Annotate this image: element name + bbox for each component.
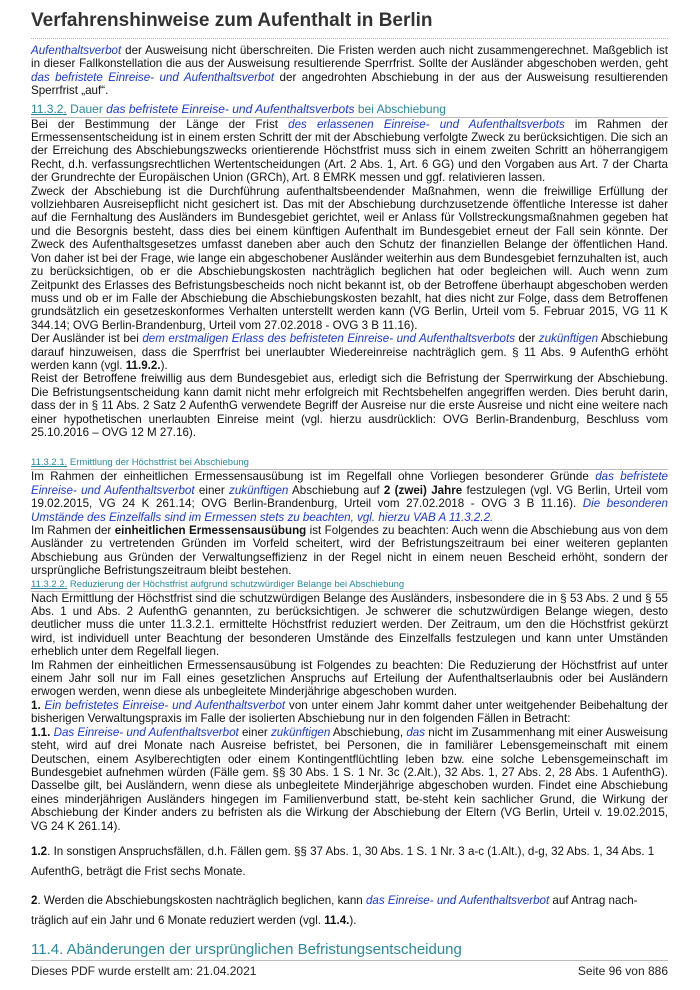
paragraph-text: festzulegen (vgl. VG Berlin, Urteil vom 19.02.2015, VG 24 K 261.14; OVG Berlin-Brandenburg, Urteil vom 27.02.2018 - OVG 3 B 11.16).: [31, 483, 668, 511]
paragraph-text: ist Folgendes zu beachten: Auch wenn die Abschiebung aus von dem Ausländer zu vertretenden Gründen im Vorfeld scheitert, wird der Befristungszeitraum bei einer weiteren geplanten Abschiebung aus Gründen der Verwaltungseffizienz in der Regel nicht in einem neuen Bescheid erhöht, sondern der ursprüngliche Befristungszeitraum bleibt bestehen.: [31, 524, 668, 578]
paragraph-text: . Werden die Abschiebungskosten nachträglich beglichen, kann: [37, 893, 366, 907]
list-number: 2: [31, 893, 38, 907]
paragraph-emphasis: das befristete Einreise- und Aufenthaltsverbot: [31, 470, 668, 497]
paragraph-text: Im Rahmen der einheitlichen Ermessensausübung ist im Regelfall ohne Vorliegen besonderer Gründe: [31, 470, 596, 484]
paragraph-text: einer: [238, 725, 271, 739]
paragraph: Zweck der Abschiebung ist die Durchführung aufenthaltsbeendender Maßnahmen, wenn die freiwillige Erfüllung der vollziehbaren Ausreisepflicht nicht gesichert ist. Das mit der Abschiebung durchzusetzende öffentliche Interesse ist daher auf die Fernhaltung des Ausländers im Bundesgebiet gerichtet, weil er Anlass für Vollstreckungsmaßnahmen gegeben hat und die Besorgnis besteht, dass dies bei einem künftigen Aufenthalt im Bundesgebiet erneut der Fall sein könnte. Der Zweck des Aufenthaltsgesetzes umfasst daneben aber auch den Schutz der finanziellen Belange der öffentlichen Hand. Von daher ist bei der Frage, wie lange ein abgeschobener Ausländer weiterhin aus dem Bundesgebiet fernzuhalten ist, auch zu berücksichtigen, ob er die Abschiebungskosten nachträglich beglichen hat oder begleichen will. Auch wenn zum Zeitpunkt des Erlasses des Befristungsbescheids noch nicht bekannt ist, ob der Betroffene überhaupt abgeschoben werden muss und ob er im Falle der Abschiebung die Abschiebungskosten bezahlt, hat dies nicht zur Folge, dass dem Betroffenen grundsätzlich ein gesetzeskonformes Verhalten unterstellt werden kann (VG Berlin, Urteil vom 5. Februar 2015, VG 11 K 344.14; OVG Berlin-Brandenburg, Urteil vom 27.02.2018 - OVG 3 B 11.16).: [31, 184, 668, 332]
section-heading-text: Ermittlung der Höchstfrist bei Abschiebung: [67, 457, 249, 469]
paragraph: [31, 726, 668, 833]
page-title: Verfahrenshinweise zum Aufenthalt in Berlin: [31, 10, 433, 31]
intro-emphasis-2: das befristete Einreise- und Aufenthaltsverbot: [31, 70, 275, 84]
list-number: 1.2: [31, 844, 48, 858]
intro-emphasis-1: Aufenthaltsverbot: [31, 44, 122, 57]
paragraph: Im Rahmen der einheitlichen Ermessensausübung ist Folgendes zu beachten: Die Reduzierung der Höchstfrist auf unter einem Jahr soll nur im Fall eines gesetzlichen Anspruchs auf Erteilung der Aufenthaltserlaubnis oder bei Ausländern erwogen werden, wenn diese als unbegleitete Minderjährige abgeschoben wurden.: [31, 658, 668, 699]
paragraph: [31, 470, 668, 524]
paragraph-text: im Rahmen der Ermessensentscheidung ist in einem ersten Schritt der mit der Abschiebung verfolgte Zweck zu berücksichtigen. Die sich an der Erreichung des Abschiebungszwecks orientierende Höchstfrist muss sich in einem zweiten Schritt an höherrangigem Recht, d.h. verfassungsrechtlichen Wertentscheidungen (Art. 2 Abs. 1, Art. 6 GG) und den Vorgaben aus Art. 7 der Charta der Grundrechte der Europäischen Union (GRCh), Art. 8 EMRK messen und ggf. relativieren lassen.: [31, 117, 668, 185]
section-number-link[interactable]: 11.3.2.1.: [31, 457, 68, 469]
paragraph: Nach Ermittlung der Höchstfrist sind die schutzwürdigen Belange des Ausländers, insbesondere die in § 53 Abs. 2 und § 55 Abs. 1 und Abs. 2 AufenthG genannten, zu berücksichtigen. Je schwerer die schutzwürdigen Belange wiegen, desto deutlicher muss die unter 11.3.2.1. ermittelte Höchstfrist reduziert werden. Der Zeitraum, um den die Höchstfrist gekürzt wird, ist individuell unter Beachtung der besonderen Umstände des Einzelfalls festzulegen und kann unter Umständen erheblich unter dem Regelfall liegen.: [31, 591, 668, 659]
paragraph: [31, 118, 668, 185]
section-heading-text: Dauer: [66, 101, 107, 116]
paragraph-text: der: [515, 332, 539, 346]
paragraph-bold: 2 (zwei) Jahre: [383, 483, 463, 497]
paragraph-emphasis: das: [406, 725, 426, 739]
paragraph-text: Bei der Bestimmung der Länge der Frist: [31, 117, 289, 131]
paragraph-emphasis: dem erstmaligen Erlass des befristeten Einreise- und Aufenthaltsverbots: [142, 332, 516, 346]
paragraph-text: ).: [349, 913, 357, 927]
paragraph-text: . In sonstigen Anspruchsfällen, d.h. Fällen gem. §§ 37 Abs. 1, 30 Abs. 1 S. 1 Nr. 3 a-c (1.Alt.), d-g, 32 Abs. 1, 34 Abs. 1 AufenthG, beträgt die Frist sechs Monate.: [31, 844, 655, 878]
paragraph-text: von unter einem Jahr kommt daher unter weitgehender Beibehaltung der bisherigen Verwaltungspraxis im Falle der isolierten Abschiebung nur in den folgenden Fällen in Betracht:: [31, 698, 668, 726]
section-heading-11-4: 11.4. Abänderungen der ursprünglichen Befristungsentscheidung: [31, 940, 462, 958]
paragraph: [31, 699, 668, 726]
section-divider: [31, 960, 668, 961]
section-heading-11-3-2: [31, 102, 668, 117]
section-number-link[interactable]: 11.3.2.2.: [31, 578, 68, 590]
document-page: [31, 8, 668, 961]
cross-reference[interactable]: 11.4.: [324, 913, 350, 927]
section-heading-text: Reduzierung der Höchstfrist aufgrund schutzwürdiger Belange bei Abschiebung: [67, 578, 405, 590]
paragraph-text: ).: [160, 358, 168, 372]
section-heading-11-3-2-2: [31, 579, 668, 591]
paragraph-emphasis: das Einreise- und Aufenthaltsverbot: [365, 893, 550, 907]
paragraph: [31, 891, 668, 931]
footer-page-number: Seite 96 von 886: [577, 964, 668, 978]
paragraph-text: einer: [194, 483, 230, 497]
paragraph: [31, 332, 668, 372]
footer-created-date: Dieses PDF wurde erstellt am: 21.04.2021: [31, 964, 257, 978]
paragraph-emphasis: zukünftigen: [538, 332, 599, 346]
paragraph-emphasis: zukünftigen: [229, 483, 289, 497]
paragraph-text: Abschiebung auf: [288, 483, 384, 497]
paragraph-text: Im Rahmen der: [31, 524, 115, 537]
paragraph: [31, 524, 668, 578]
paragraph-emphasis: des erlassenen Einreise- und Aufenthaltsverbots: [288, 117, 565, 131]
paragraph-emphasis: Die besonderen Umstände des Einzelfalls sind im Ermessen stets zu beachten, vgl. hierzu VAB A 11.3.2.2.: [31, 497, 668, 524]
list-number: 1.1.: [31, 725, 51, 739]
paragraph-text: Abschiebung,: [330, 725, 407, 739]
paragraph: Reist der Betroffene freiwillig aus dem Bundesgebiet aus, erledigt sich die Befristung der Sperrwirkung der Abschiebung. Die Befristungsentscheidung kann damit nicht mehr erfolgreich mit Rechtsbehelfen angegriffen werden. Dies beruht darin, dass der in § 11 Abs. 2 Satz 2 AufenthG verwendete Begriff der Ausreise nur die erste Ausreise und nicht eine weitere nach einer hypothetischen unerlaubten Einreise meint (vgl. hierzu ausdrücklich: OVG Berlin-Brandenburg, Beschluss vom 25.10.2016 – OVG 12 M 27.16).: [31, 372, 668, 439]
paragraph-emphasis: Ein befristetes Einreise- und Aufenthaltsverbot: [44, 698, 286, 712]
page-footer: [31, 964, 668, 978]
section-heading-emphasis: das befristete Einreise- und Aufenthaltsverbots: [106, 101, 355, 116]
cross-reference[interactable]: 11.9.2.: [125, 358, 161, 372]
section-heading-text-end: bei Abschiebung: [354, 101, 446, 116]
paragraph-text: Der Ausländer ist bei: [31, 332, 143, 346]
paragraph-emphasis: zukünftigen: [270, 725, 331, 739]
paragraph-bold: einheitlichen Ermessensausübung: [114, 524, 307, 537]
intro-text-1: der Ausweisung nicht überschreiten. Die Fristen werden auch nicht zusammengerechnet. Maßgeblich ist in dieser Fallkonstellation die aus der Ausweisung resultierende Sperrfrist. Sollte der Ausländer abgeschoben werden, geht: [31, 44, 668, 71]
intro-text-2: der angedrohten Abschiebung in der aus der Ausweisung resultierenden Sperrfrist „auf“.: [31, 70, 669, 98]
title-divider: [31, 38, 668, 39]
paragraph-text: Abschiebung darauf hinzuweisen, dass die Sperrfrist bei unerlaubter Wiedereinreise nachträglich gem. § 11 Abs. 9 AufenthG erhöht werden kann (vgl.: [31, 332, 668, 372]
section-heading-11-3-2-1: [31, 457, 668, 469]
list-number: 1.: [31, 698, 41, 712]
intro-paragraph: [31, 44, 668, 98]
paragraph-text: auf Antrag nach-träglich auf ein Jahr und 6 Monate reduziert werden (vgl.: [31, 893, 638, 927]
paragraph-text: nicht im Zusammenhang mit einer Ausweisung steht, wird auf drei Monate nach Ausreise befristet, bei Personen, die in familiärer Lebensgemeinschaft mit einem Deutschen, einem Asylberechtigten oder einem Kontingentflüchtling leben bzw. eine solche Lebensgemeinschaft im Bundesgebiet aufnehmen würden (Fälle gem. §§ 30 Abs. 1 S. 1 Nr. 3c (2.Alt.), 32 Abs. 1, 27 Abs. 2, 28 Abs. 1 AufenthG). Dasselbe gilt, bei Ausländern, wenn diese als unbegleitete Minderjährige abgeschoben wurden. Findet eine Abschiebung eines minderjährigen Ausländers hingegen im Familienverbund statt, be-steht kein sachlicher Grund, die Wirkung der Abschiebung der Kinder anders zu befristen als die Wirkung der Abschiebung der Eltern (VG Berlin, Urteil v. 19.02.2015, VG 24 K 261.14).: [31, 725, 668, 833]
paragraph: [31, 842, 668, 882]
section-number-link[interactable]: 11.3.2.: [31, 101, 67, 116]
paragraph-emphasis: Das Einreise- und Aufenthaltsverbot: [53, 725, 239, 739]
